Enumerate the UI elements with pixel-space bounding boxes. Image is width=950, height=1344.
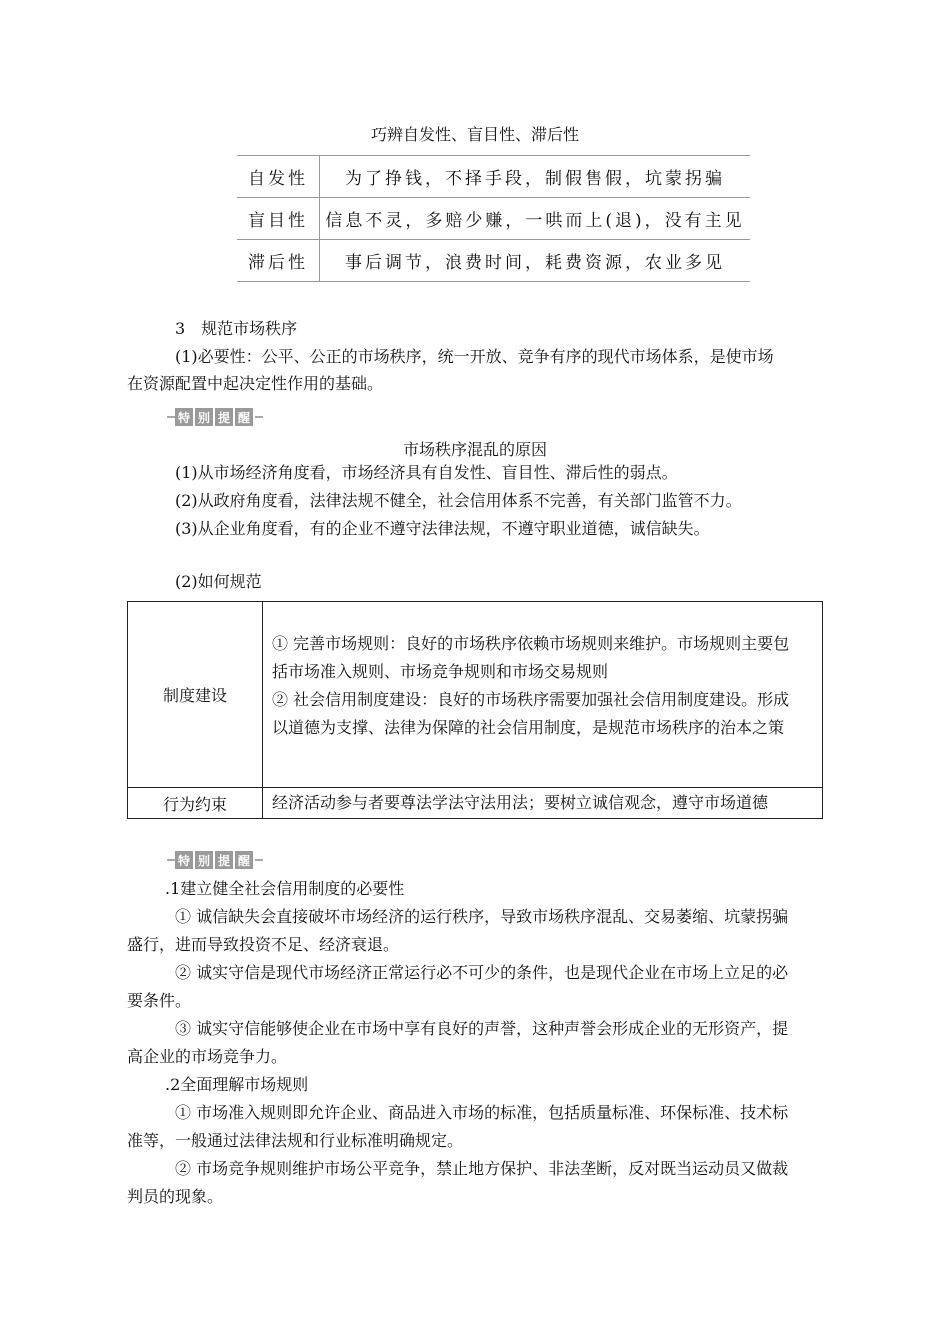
paragraph-line: ③ 诚实守信能够使企业在市场中享有良好的声誉，这种声誉会形成企业的无形资产，提 — [175, 1019, 789, 1038]
point-heading: .2全面理解市场规则 — [165, 1075, 309, 1094]
paragraph-line: ② 市场竞争规则维护市场公平竞争，禁止地方保护、非法垄断，反对既当运动员又做裁 — [175, 1159, 789, 1178]
table-cell-key: 滞后性 — [237, 240, 320, 282]
badge-dash — [255, 859, 263, 861]
table-row — [128, 602, 823, 788]
badge-char: 特 — [175, 408, 193, 426]
badge-char: 提 — [215, 851, 233, 869]
table-row — [237, 156, 750, 198]
regulation-table — [127, 601, 823, 819]
table-row — [237, 240, 750, 282]
table-cell-key: 自发性 — [237, 156, 320, 198]
reminder-line: (2)从政府角度看，法律法规不健全，社会信用体系不完善，有关部门监管不力。 — [175, 491, 742, 510]
badge-char: 提 — [215, 408, 233, 426]
badge-char: 醒 — [235, 851, 253, 869]
reminder-title: 市场秩序混乱的原因 — [402, 440, 547, 459]
paragraph-line: 在资源配置中起决定性作用的基础。 — [127, 374, 384, 393]
badge-char: 别 — [195, 851, 213, 869]
table-cell-key: 盲目性 — [237, 198, 320, 240]
point-heading: .1建立健全社会信用制度的必要性 — [165, 879, 405, 898]
table-cell-value: 为了挣钱，不择手段，制假售假，坑蒙拐骗 — [320, 156, 751, 198]
cell-line: 以道德为支撑、法律为保障的社会信用制度，是规范市场秩序的治本之策 — [272, 718, 785, 737]
cell-line: ② 社会信用制度建设：良好的市场秩序需要加强社会信用制度建设。形成 — [272, 690, 790, 709]
badge-dash — [167, 416, 175, 418]
paragraph-line: ① 市场准入规则即允许企业、商品进入市场的标准，包括质量标准、环保标准、技术标 — [175, 1103, 789, 1122]
table1-title: 巧辨自发性、盲目性、滞后性 — [370, 125, 579, 144]
paragraph-line: ① 诚信缺失会直接破坏市场经济的运行秩序，导致市场秩序混乱、交易萎缩、坑蒙拐骗 — [175, 907, 789, 926]
subsection-heading: (2)如何规范 — [175, 572, 262, 591]
paragraph-line: 判员的现象。 — [127, 1187, 224, 1206]
paragraph-line: 高企业的市场竞争力。 — [127, 1047, 288, 1066]
table-cell-value: 事后调节，浪费时间，耗费资源，农业多见 — [320, 240, 751, 282]
badge-char: 别 — [195, 408, 213, 426]
special-reminder-badge — [167, 850, 263, 870]
table-row — [128, 788, 823, 819]
cell-line: 括市场准入规则、市场竞争规则和市场交易规则 — [272, 662, 609, 681]
section-heading: 3 规范市场秩序 — [175, 319, 298, 338]
paragraph-line: 盛行，进而导致投资不足、经济衰退。 — [127, 935, 400, 954]
badge-char: 特 — [175, 851, 193, 869]
reminder-line: (1)从市场经济角度看，市场经济具有自发性、盲目性、滞后性的弱点。 — [175, 463, 678, 482]
special-reminder-badge — [167, 407, 263, 427]
table-cell-value: 经济活动参与者要尊法学法守法用法；要树立诚信观念，遵守市场道德 — [263, 788, 823, 819]
badge-dash — [167, 859, 175, 861]
traits-table — [237, 155, 750, 282]
paragraph-line: 要条件。 — [127, 991, 192, 1010]
table-cell-value: 信息不灵，多赔少赚，一哄而上(退)，没有主见 — [320, 198, 751, 240]
badge-char: 醒 — [235, 408, 253, 426]
paragraph-line: (1)必要性：公平、公正的市场秩序，统一开放、竞争有序的现代市场体系，是使市场 — [175, 347, 774, 366]
table-cell-key: 制度建设 — [128, 602, 263, 788]
paragraph-line: 准等，一般通过法律法规和行业标准明确规定。 — [127, 1131, 464, 1150]
cell-line: ① 完善市场规则：良好的市场秩序依赖市场规则来维护。市场规则主要包 — [272, 634, 790, 653]
reminder-line: (3)从企业角度看，有的企业不遵守法律法规，不遵守职业道德，诚信缺失。 — [175, 519, 710, 538]
paragraph-line: ② 诚实守信是现代市场经济正常运行必不可少的条件，也是现代企业在市场上立足的必 — [175, 963, 789, 982]
table-row — [237, 198, 750, 240]
table-cell-value — [263, 602, 823, 788]
badge-dash — [255, 416, 263, 418]
table-cell-key: 行为约束 — [128, 788, 263, 819]
